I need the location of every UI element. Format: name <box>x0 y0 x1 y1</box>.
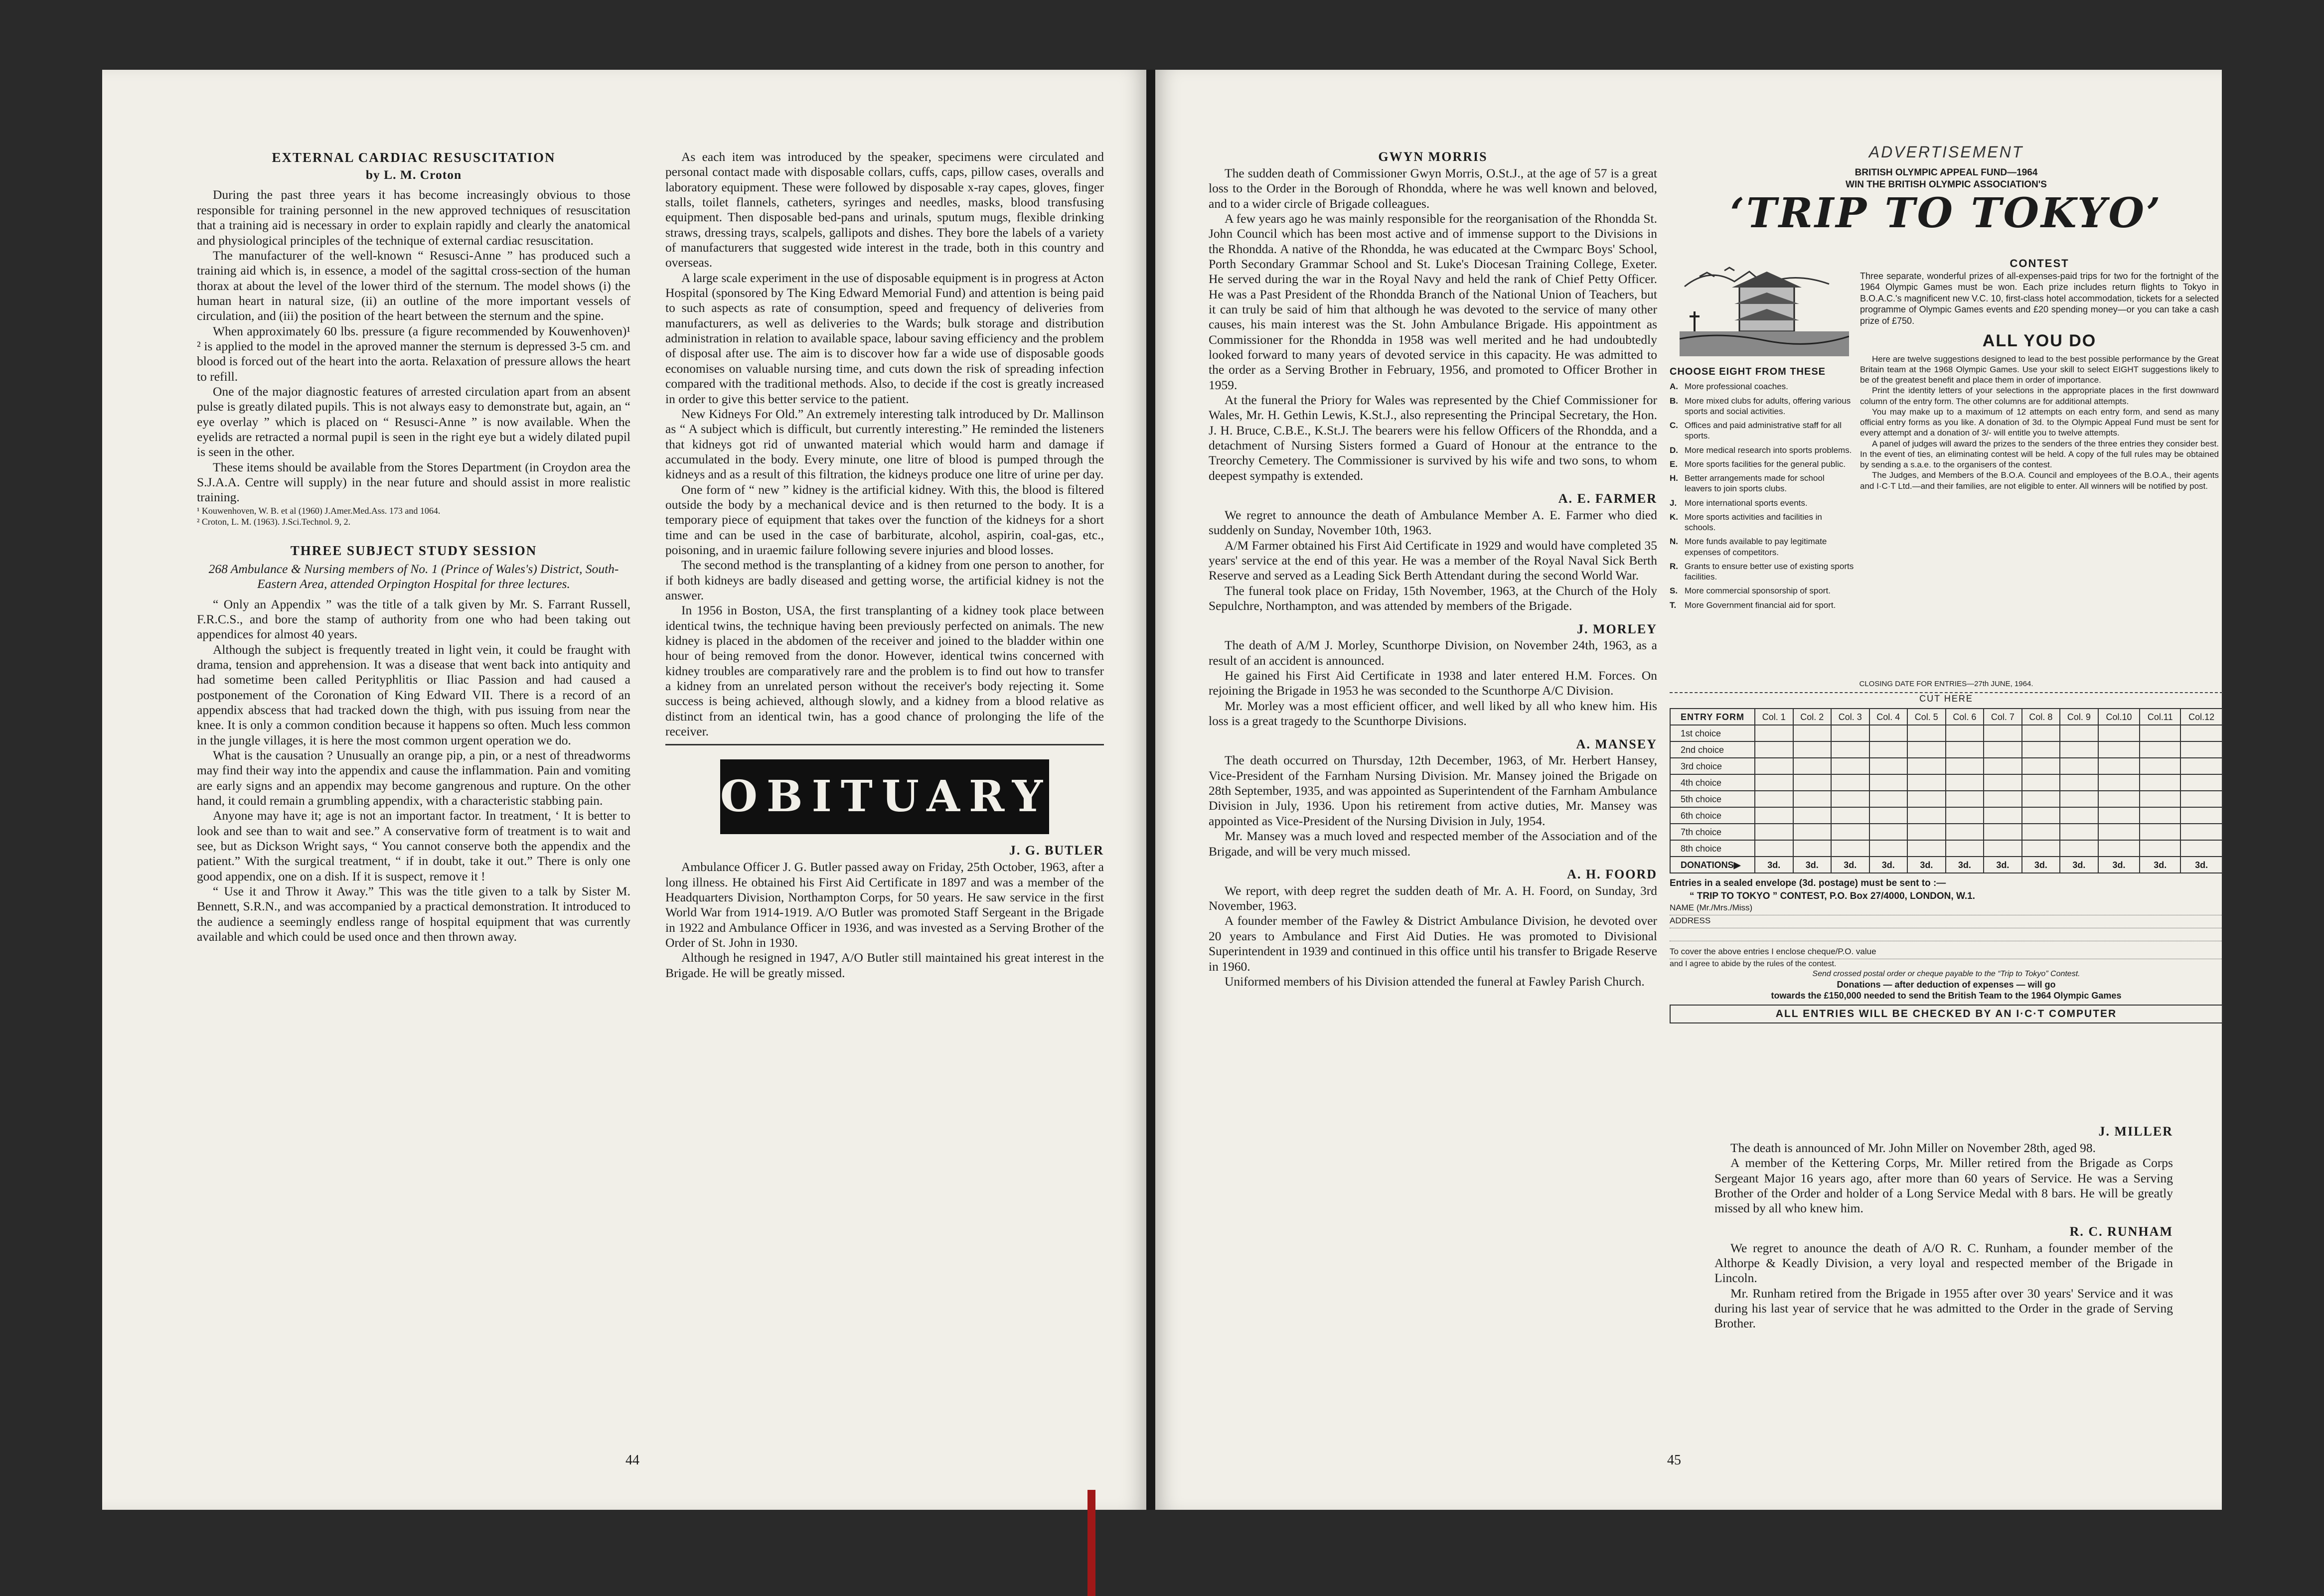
entry-column-header: Col. 2 <box>1793 709 1832 725</box>
suggestion-item <box>1670 445 1854 455</box>
left-column-1 <box>197 149 630 944</box>
obituary-name: J. MILLER <box>2098 1124 2173 1139</box>
entry-cell[interactable] <box>2022 824 2060 840</box>
entry-cell[interactable] <box>2140 758 2180 774</box>
entry-cell[interactable] <box>2060 807 2098 824</box>
suggestion-text: More medical research into sports problems. <box>1685 445 1852 455</box>
right-column-2 <box>1714 1116 2173 1331</box>
entry-cell[interactable] <box>1907 758 1946 774</box>
entry-cell[interactable] <box>1946 741 1984 758</box>
paragraph: A few years ago he was mainly responsible for the reorganisation of the Rhondda St. John Council which has been most active and of immense support to the Divisions in the Rhondda. A native of the Rhondda, he was educated at the Cwmparc Boys' School, Porth Secondary Grammar School and St. Luke's Diocesan Training College, Exeter. He served during the war in the Royal Navy and held the rank of Chief Petty Officer. He was a Past President of the Rhondda Branch of the National Union of Teachers, but it can truly be said of him that although he was devoted to the service of many other causes, his main interest was the St. John Ambulance Brigade. His appointment as Commissioner for the Rhondda in 1958 was well merited and he had undoubtedly looked forward to many years of devoted service in this capacity. He was admitted to the order as a Serving Brother in February, 1956, and promoted to Officer Brother in 1959. <box>1209 211 1657 392</box>
choice-label: 8th choice <box>1670 840 1755 857</box>
suggestion-text: More sports activities and facilities in schools. <box>1685 512 1822 532</box>
entry-cell[interactable] <box>1793 725 1832 741</box>
paragraph: Ambulance Officer J. G. Butler passed away on Friday, 25th October, 1963, after a long illness. He obtained his First Aid Certificate in 1897 and was a member of the Headquarters Division, Northampton Corps, for 50 years. He saw service in the first World War from 1914-1919. A/O Butler was promoted Staff Sergeant in the Brigade in 1922 and Ambulance Officer in 1936, and was invested as a Serving Brother of the Order of St. John in 1930. <box>665 860 1104 950</box>
entry-cell[interactable] <box>2022 725 2060 741</box>
entry-cell[interactable] <box>2060 840 2098 857</box>
rules-paragraph: You may make up to a maximum of 12 attempts on each entry form, and send as many official entry forms as you like. A donation of 3d. to the Olympic Appeal Fund must be sent for every attempt and a donation of 3/- will entitle you to twelve attempts. <box>1860 407 2219 438</box>
entry-column-header: Col. 7 <box>1984 709 2022 725</box>
donation-cell: 3d. <box>2098 857 2140 873</box>
fund-line-2: WIN THE BRITISH OLYMPIC ASSOCIATION'S <box>1846 179 2047 190</box>
paragraph: The sudden death of Commissioner Gwyn Morris, O.St.J., at the age of 57 is a great loss to the Order in the Borough of Rhondda, where he was well known and beloved, and to a wider circle of Brigade colleagues. <box>1209 165 1657 211</box>
obituary-name: GWYN MORRIS <box>1378 149 1488 164</box>
entry-column-header: Col. 1 <box>1755 709 1793 725</box>
entry-cell[interactable] <box>2098 807 2140 824</box>
entry-column-header: Col. 9 <box>2060 709 2098 725</box>
paragraph: The second method is the transplanting of a kidney from one person to another, for if both kidneys are badly diseased and getting worse, the artificial kidney is not the answer. <box>665 558 1104 602</box>
obituary-name: J. MORLEY <box>1577 621 1657 636</box>
suggestion-letter: N. <box>1670 537 1678 547</box>
suggestion-letter: R. <box>1670 561 1678 571</box>
butler-name: J. G. BUTLER <box>1009 843 1104 858</box>
choice-label: 3rd choice <box>1670 758 1755 774</box>
rules-paragraph: The Judges, and Members of the B.O.A. Council and employees of the B.O.A., their agents and I·C·T Ltd.—and their families, are not eligible to enter. All winners will be notified by post. <box>1860 470 2219 491</box>
ecr-footnotes <box>197 505 630 528</box>
choice-label: 7th choice <box>1670 824 1755 840</box>
suggestion-letter: T. <box>1670 600 1677 610</box>
entry-cell[interactable] <box>1946 807 1984 824</box>
entry-cell[interactable] <box>2140 791 2180 807</box>
suggestion-letter: C. <box>1670 421 1678 430</box>
page-number-right: 45 <box>1667 1452 1681 1468</box>
entry-cell[interactable] <box>1831 741 1869 758</box>
fund-line-1: BRITISH OLYMPIC APPEAL FUND—1964 <box>1855 167 2038 178</box>
paragraph: “ Use it and Throw it Away.” This was the title given to a talk by Sister M. Bennett, S.R.N., and was accompanied by a practical demonstration. It introduced to the audience a seemingly endless range of hospital equipment that was currently available and which could be used once and then thrown away. <box>197 884 630 944</box>
entry-cell[interactable] <box>1831 807 1869 824</box>
paragraph: A large scale experiment in the use of disposable equipment is in progress at Acton Hospital (sponsored by The King Edward Memorial Fund) and attention is being paid to such aspects as rate of consumption, speed and frequency of deliveries from manufacturers, as well as deliveries to the Wards; bulk storage and distribution administration in relation to available space, labour saving efficiency and the problem of disposal after use. The aim is to discover how far a wide use of disposable goods economises on valuable nursing time, and cuts down the risk of spreading infection compared with the traditional methods. Also, to decide if the cost is greatly increased in order to give this better service to the patient. <box>665 270 1104 406</box>
cheque-value-field[interactable]: To cover the above entries I enclose cheque/P.O. value <box>1670 946 2223 959</box>
donation-cell: 3d. <box>1755 857 1793 873</box>
entry-cell[interactable] <box>2098 840 2140 857</box>
entry-column-header: Col. 4 <box>1869 709 1908 725</box>
entries-address: “ TRIP TO TOKYO ” CONTEST, P.O. Box 27/4000, LONDON, W.1. <box>1690 891 1975 901</box>
obituary-name: A. H. FOORD <box>1567 867 1657 881</box>
right-column-1 <box>1209 149 1657 989</box>
all-you-do-title: ALL YOU DO <box>1982 331 2097 350</box>
entry-cell[interactable] <box>1831 840 1869 857</box>
entry-cell[interactable] <box>2180 741 2222 758</box>
paragraph: The death of A/M J. Morley, Scunthorpe Division, on November 24th, 1963, as a result of an accident is announced. <box>1209 638 1657 668</box>
suggestion-letter: H. <box>1670 473 1678 483</box>
donation-cell: 3d. <box>1793 857 1832 873</box>
suggestion-text: More mixed clubs for adults, offering various sports and social activities. <box>1685 396 1851 416</box>
butler-body <box>665 860 1104 981</box>
suggestion-list <box>1670 381 1854 610</box>
suggestion-text: More Government financial aid for sport. <box>1685 600 1836 610</box>
entry-cell[interactable] <box>1755 725 1793 741</box>
paragraph: The death occurred on Thursday, 12th December, 1963, of Mr. Herbert Hansey, Vice-President of the Farnham Nursing Division. Mr. Mansey joined the Brigade on 28th September, 1935, and was appointed as Superintendent of the Farnham Ambulance Division in July, 1936. Upon his retirement from active duties, Mr. Mansey was appointed as Vice-President of the Nursing Division in July, 1954. <box>1209 753 1657 828</box>
entry-cell[interactable] <box>1831 758 1869 774</box>
suggestion-item <box>1670 512 1854 533</box>
suggestion-letter: E. <box>1670 459 1678 469</box>
donation-cell: 3d. <box>1907 857 1946 873</box>
rules-paragraph: Print the identity letters of your selections in the appropriate places in the first downward column of the entry form. The other columns are for additional attempts. <box>1860 386 2219 406</box>
entry-cell[interactable] <box>2140 725 2180 741</box>
donations-label: DONATIONS▶ <box>1670 857 1755 873</box>
computer-note: ALL ENTRIES WILL BE CHECKED BY AN I·C·T COMPUTER <box>1670 1005 2223 1023</box>
entry-cell[interactable] <box>2140 807 2180 824</box>
entry-cell[interactable] <box>1755 774 1793 791</box>
suggestion-text: More funds available to pay legitimate expenses of competitors. <box>1685 537 1827 557</box>
suggestion-item <box>1670 536 1854 558</box>
ecr-byline: by L. M. Croton <box>365 167 462 182</box>
entry-cell[interactable] <box>1907 741 1946 758</box>
three-subject-intro: 268 Ambulance & Nursing members of No. 1 (Prince of Wales's) District, South-Eastern Area, attended Orpington Hospital for three lectures. <box>208 561 619 591</box>
suggestion-text: Offices and paid administrative staff for all sports. <box>1685 421 1842 441</box>
left-column-2 <box>665 149 1104 981</box>
advertisement <box>1670 142 2223 1019</box>
suggestion-item <box>1670 498 1854 508</box>
entry-cell[interactable] <box>2060 824 2098 840</box>
entry-cell[interactable] <box>2098 824 2140 840</box>
entry-column-header: Col.12 <box>2180 709 2222 725</box>
donations-note-1: Donations — after deduction of expenses — will go <box>1837 979 2056 990</box>
entry-cell[interactable] <box>1831 774 1869 791</box>
footnote: ¹ Kouwenhoven, W. B. et al (1960) J.Amer.Med.Ass. 173 and 1064. <box>197 505 441 516</box>
entry-cell[interactable] <box>1907 807 1946 824</box>
entry-cell[interactable] <box>1946 824 1984 840</box>
entry-cell[interactable] <box>1984 840 2022 857</box>
paragraph: At the funeral the Priory for Wales was represented by the Chief Commissioner for Wales, Mr. H. Gethin Lewis, K.St.J., also representing the Principal Secretary, the Hon. J. H. Bruce, C.B.E., K.St.J. The bearers were his fellow Officers of the Rhondda, and a detachment of Nursing Sisters formed a Guard of Honour at the entrance to the Treorchy Cemetery. The Commissioner is survived by his wife and two sons, to whom deepest sympathy is extended. <box>1209 393 1657 483</box>
paragraph: One of the major diagnostic features of arrested circulation apart from an absent pulse is greatly dilated pupils. This is not always easy to demonstrate but, again, an “ eye overlay ” which is placed on “ Resusci-Anne ” is now available. When the eyelids are retracted a normal pupil is seen in the right eye but a widely dilated pupil is seen in the other. <box>197 384 630 459</box>
entry-cell[interactable] <box>2022 840 2060 857</box>
entry-column-header: Col. 3 <box>1831 709 1869 725</box>
entry-column-header: Col.11 <box>2140 709 2180 725</box>
contest-label: CONTEST <box>2010 257 2069 270</box>
paragraph: In 1956 in Boston, USA, the first transplanting of a kidney took place between identical twins, the technique having been previously perfected on animals. The new kidney is placed in the abdomen of the receiver and joined to the bladder within one hour of being removed from the donor. However, identical twins concerned with kidney troubles are comparatively rare and the problem is to find out how to transfer a kidney from an unrelated person without the receiver's body rejecting it. Some success is being achieved, although slowly, and a kidney from a blood relative as distinct from an identical twin, has a good chance of prolonging the life of the receiver. <box>665 603 1104 739</box>
paragraph: Although he resigned in 1947, A/O Butler still maintained his great interest in the Brigade. He will be greatly missed. <box>665 950 1104 980</box>
paragraph: Anyone may have it; age is not an important factor. In treatment, ‘ It is better to look and see than to wait and see.” A conservative form of treatment is to wait and see, but as Dickson Wright says, “ You cannot conserve both the appendix and the patient.” With the surgical treatment, “ if in doubt, take it out.” There is only one good appendix, one on a dish. If it is suspect, remove it ! <box>197 808 630 883</box>
paragraph: New Kidneys For Old.” An extremely interesting talk introduced by Dr. Mallinson as “ A subject which is difficult, but currently interesting.” He reminded the listeners that kidneys got rid of unwanted material which would harm and damage if accumulated in the body. Every minute, one litre of blood is pumped through the kidneys and as a result of this filtration, the kidneys produce one litre of urine per day. <box>665 406 1104 482</box>
entry-cell[interactable] <box>1946 774 1984 791</box>
closing-date: CLOSING DATE FOR ENTRIES—27th JUNE, 1964. <box>1859 680 2033 688</box>
crossed-order-text: Send crossed postal order or cheque payable to the “Trip to Tokyo” Contest. <box>1812 969 2080 978</box>
choice-label: 6th choice <box>1670 807 1755 824</box>
paragraph: “ Only an Appendix ” was the title of a talk given by Mr. S. Farrant Russell, F.R.C.S., and bore the stamp of authority from one who had been taking out appendices for almost 40 years. <box>197 596 630 642</box>
ad-label: ADVERTISEMENT <box>1868 143 2024 161</box>
entry-cell[interactable] <box>1984 791 2022 807</box>
entry-cell[interactable] <box>1793 791 1832 807</box>
choice-label: 4th choice <box>1670 774 1755 791</box>
rules-paragraph: A panel of judges will award the prizes to the senders of the three entries they consider best. In the event of ties, an eliminating contest will be held. A copy of the full rules may be obtained by sending a s.a.e. to the organisers of the contest. <box>1860 438 2219 469</box>
entry-cell[interactable] <box>1984 758 2022 774</box>
paragraph: He gained his First Aid Certificate in 1938 and later entered H.M. Forces. On rejoining the Brigade in 1953 he was seconded to the Scunthorpe A/C Division. <box>1209 668 1657 698</box>
paragraph: A member of the Kettering Corps, Mr. Miller retired from the Brigade as Corps Sergeant Major 16 years ago, after more than 60 years of Service. He was a Serving Brother of the Order and holder of a Long Service Medal with 8 bars. He will be greatly missed by all who knew him. <box>1714 1156 2173 1216</box>
entry-cell[interactable] <box>1907 725 1946 741</box>
donations-note-2: towards the £150,000 needed to send the British Team to the 1964 Olympic Games <box>1771 991 2122 1001</box>
donation-cell: 3d. <box>1946 857 1984 873</box>
entry-cell[interactable] <box>1869 741 1908 758</box>
entry-cell[interactable] <box>2022 791 2060 807</box>
entry-cell[interactable] <box>1831 725 1869 741</box>
cut-here: CUT HERE <box>1670 692 2223 705</box>
abide-text: and I agree to abide by the rules of the contest. <box>1670 959 1837 968</box>
ecr-title: EXTERNAL CARDIAC RESUSCITATION <box>272 150 556 165</box>
ad-left-column <box>1670 257 1854 614</box>
entry-cell[interactable] <box>2060 725 2098 741</box>
entry-cell[interactable] <box>1755 824 1793 840</box>
donation-cell: 3d. <box>2140 857 2180 873</box>
entry-column-header: Col. 6 <box>1946 709 1984 725</box>
entry-cell[interactable] <box>1984 741 2022 758</box>
entry-cell[interactable] <box>1869 774 1908 791</box>
entry-cell[interactable] <box>1907 840 1946 857</box>
paragraph: We report, with deep regret the sudden death of Mr. A. H. Foord, on Sunday, 3rd November, 1963. <box>1209 883 1657 913</box>
suggestion-text: More sports facilities for the general public. <box>1685 459 1846 469</box>
entry-cell[interactable] <box>1869 725 1908 741</box>
entry-cell[interactable] <box>1793 758 1832 774</box>
entry-cell[interactable] <box>2140 840 2180 857</box>
entry-cell[interactable] <box>2180 758 2222 774</box>
obituary-name: A. MANSEY <box>1576 736 1657 751</box>
entry-cell[interactable] <box>1946 791 1984 807</box>
suggestion-letter: B. <box>1670 396 1678 406</box>
suggestion-text: Better arrangements made for school leavers to join sports clubs. <box>1685 473 1825 494</box>
paragraph: As each item was introduced by the speaker, specimens were circulated and personal contact made with disposable collars, cuffs, caps, pillow cases, overalls and laboratory equipment. These were followed by disposable x-ray capes, gloves, finger stalls, toilet flannels, catheters, syringes and needles, masks, blood transfusing equipment. Then disposable bed-pans and urinals, sputum mugs, flexible drinking straws, dressing trays, scalpels, gallipots and dishes. They bore the labels of a variety of manufacturers that suggested wide interest in the trade, both in this country and overseas. <box>665 149 1104 270</box>
entry-cell[interactable] <box>2060 741 2098 758</box>
donation-cell: 3d. <box>1869 857 1908 873</box>
obituary-name: R. C. RUNHAM <box>2069 1224 2173 1239</box>
entry-cell[interactable] <box>2022 741 2060 758</box>
entry-cell[interactable] <box>1793 774 1832 791</box>
paragraph: We regret to anounce the death of A/O R. C. Runham, a founder member of the Althorpe & Keadly Division, a very loyal and respected member of the Brigade in Lincoln. <box>1714 1240 2173 1286</box>
entry-cell[interactable] <box>2098 758 2140 774</box>
paragraph: The funeral took place on Friday, 15th November, 1963, at the Church of the Holy Sepulchre, Northampton, and was attended by members of the Brigade. <box>1209 583 1657 613</box>
entry-cell[interactable] <box>2060 758 2098 774</box>
entry-cell[interactable] <box>1869 807 1908 824</box>
suggestion-item <box>1670 585 1854 596</box>
entry-cell[interactable] <box>1793 807 1832 824</box>
contest-text: Three separate, wonderful prizes of all-expenses-paid trips for two for the fortnight of the 1964 Olympic Games must be won. Each prize includes return flights to Tokyo in B.O.A.C.'s magnificent new V.C. 10, first-class hotel accommodation, tickets for a selected programme of Olympic Games events and £20 spending money—or you can take a cash prize of £750. <box>1860 271 2219 326</box>
entry-cell[interactable] <box>2140 741 2180 758</box>
suggestion-text: More commercial sponsorship of sport. <box>1685 586 1831 596</box>
entry-cell[interactable] <box>2140 824 2180 840</box>
entry-cell[interactable] <box>1755 840 1793 857</box>
paragraph: During the past three years it has become increasingly obvious to those responsible for training personnel in the new approved techniques of resuscitation that a training aid is necessary in order to explain rapidly and clearly the anatomical and physiological principles of the technique of external cardiac resuscitation. <box>197 187 630 248</box>
bookmark-ribbon <box>1087 1490 1095 1596</box>
entry-cell[interactable] <box>1907 824 1946 840</box>
address-field[interactable]: ADDRESS <box>1670 915 2223 928</box>
entry-cell[interactable] <box>2022 807 2060 824</box>
paragraph: Although the subject is frequently treated in light vein, it could be fraught with drama, tension and apprehension. It was a disease that went back into antiquity and had sometime been called Perityphlitis or Iliac Passion and had caused a postponement of the Coronation of King Edward VII. There is a record of an appendix abscess that had tracked down the thigh, with pus issuing from near the knee. It is only a common condition because it happens so often. Much less common in the jungle villages, it is here the most common urgent operation we do. <box>197 642 630 747</box>
suggestion-text: Grants to ensure better use of existing sports facilities. <box>1685 561 1854 581</box>
donation-cell: 3d. <box>1984 857 2022 873</box>
suggestion-item <box>1670 420 1854 441</box>
entry-cell[interactable] <box>2098 791 2140 807</box>
suggestion-item <box>1670 561 1854 582</box>
donation-cell: 3d. <box>2022 857 2060 873</box>
suggestion-item <box>1670 381 1854 392</box>
entry-cell[interactable] <box>1984 824 2022 840</box>
three-subject-body-2 <box>665 149 1104 739</box>
ad-right-column <box>1860 257 2219 491</box>
three-subject-title: THREE SUBJECT STUDY SESSION <box>290 543 537 558</box>
paragraph: The manufacturer of the well-known “ Resusci-Anne ” has produced such a training aid which is, in essence, a model of the sagittal cross-section of the human thorax at about the level of the lower third of the sternum. The model shows (i) the human heart in natural size, (ii) an outline of the more important vessels of circulation, and (iii) the position of the heart between the sternum and the spine. <box>197 248 630 323</box>
entry-cell[interactable] <box>1793 824 1832 840</box>
ecr-body <box>197 187 630 505</box>
entry-cell[interactable] <box>2060 774 2098 791</box>
suggestion-letter: D. <box>1670 445 1678 455</box>
paragraph: What is the causation ? Unusually an orange pip, a pin, or a nest of threadworms may find their way into the appendix and cause the inflammation. Pain and vomiting are early signs and an appendix may become gangrenous and rupture. On the other hand, it could remain a grumbling appendix, with a characteristic stabbing pain. <box>197 747 630 808</box>
donation-cell: 3d. <box>2180 857 2222 873</box>
obituary-name: A. E. FARMER <box>1558 491 1657 506</box>
all-you-do-text <box>1860 354 2219 491</box>
entry-column-header: Col. 8 <box>2022 709 2060 725</box>
entries-line-1: Entries in a sealed envelope (3d. postage) must be sent to :— <box>1670 878 1946 889</box>
paragraph: A/M Farmer obtained his First Aid Certificate in 1929 and would have completed 35 years' service at the end of this year. He was a member of the Royal Naval Sick Berth Reserve and served as a Leading Sick Berth Attendant during the second World War. <box>1209 538 1657 583</box>
rules-paragraph: Here are twelve suggestions designed to lead to the best possible performance by the Great Britain team at the 1968 Olympic Games. Use your skill to select EIGHT suggestions likely to be of the greatest benefit and place them in order of importance. <box>1860 354 2219 385</box>
address-field-line-2 <box>1670 928 2223 941</box>
paragraph: A founder member of the Fawley & District Ambulance Division, he devoted over 20 years to Ambulance and First Aid Duties. He was promoted to Divisional Superintendent in 1939 and continued in this office until his transfer to Brigade Reserve in 1960. <box>1209 913 1657 974</box>
paragraph: One form of “ new ” kidney is the artificial kidney. With this, the blood is filtered outside the body by a mechanical device and is then returned to the body. It is a temporary piece of equipment that takes over the function of the kidneys for a short time and can be used in the case of barbiturate, alcohol, aspirin, coal-gas, etc., poisoning, and in uraemic failure following severe injuries and blood losses. <box>665 482 1104 557</box>
entry-cell[interactable] <box>2060 791 2098 807</box>
entry-cell[interactable] <box>1793 741 1832 758</box>
entry-cell[interactable] <box>2022 774 2060 791</box>
choice-label: 5th choice <box>1670 791 1755 807</box>
paragraph: We regret to announce the death of Ambulance Member A. E. Farmer who died suddenly on Sunday, November 10th, 1963. <box>1209 508 1657 538</box>
entry-cell[interactable] <box>2098 725 2140 741</box>
paragraph: Mr. Runham retired from the Brigade in 1955 after over 30 years' Service and it was during his last year of service that he was admitted to the Order in the grade of Serving Brother. <box>1714 1286 2173 1331</box>
entry-cell[interactable] <box>1869 758 1908 774</box>
divider <box>665 744 1104 745</box>
choice-label: 2nd choice <box>1670 741 1755 758</box>
donation-cell: 3d. <box>2060 857 2098 873</box>
page-number-left: 44 <box>625 1452 639 1468</box>
suggestion-letter: S. <box>1670 586 1678 596</box>
suggestion-letter: A. <box>1670 382 1678 392</box>
entry-cell[interactable] <box>2022 758 2060 774</box>
entry-cell[interactable] <box>2180 725 2222 741</box>
choice-label: 1st choice <box>1670 725 1755 741</box>
donation-cell: 3d. <box>1831 857 1869 873</box>
trip-to-tokyo-title: ‘TRIP TO TOKYO’ <box>1730 189 2163 237</box>
entry-form-section <box>1670 678 2223 1023</box>
entry-cell[interactable] <box>1869 824 1908 840</box>
suggestion-item <box>1670 396 1854 417</box>
entry-cell[interactable] <box>2180 807 2222 824</box>
page-gutter <box>1146 70 1155 1510</box>
paragraph: When approximately 60 lbs. pressure (a figure recommended by Kouwenhoven)¹ ² is applied to the model in the aproved manner the sternum is depressed 3-5 cm. and blood is forced out of the heart into the aorta. Relaxation of pressure allows the heart to refill. <box>197 323 630 384</box>
suggestion-text: More professional coaches. <box>1685 382 1788 392</box>
entry-cell[interactable] <box>2180 774 2222 791</box>
entry-cell[interactable] <box>1755 758 1793 774</box>
entry-cell[interactable] <box>1946 840 1984 857</box>
entry-cell[interactable] <box>1984 725 2022 741</box>
paragraph: Mr. Mansey was a much loved and respected member of the Association and of the Brigade, and will be very much missed. <box>1209 829 1657 859</box>
suggestion-item <box>1670 600 1854 610</box>
entry-column-header: Col.10 <box>2098 709 2140 725</box>
entry-cell[interactable] <box>1946 758 1984 774</box>
entry-cell[interactable] <box>1831 791 1869 807</box>
entry-cell[interactable] <box>2180 791 2222 807</box>
entry-form-table <box>1670 708 2223 873</box>
entry-column-header: Col. 5 <box>1907 709 1946 725</box>
suggestion-item <box>1670 459 1854 469</box>
suggestion-letter: J. <box>1670 498 1677 508</box>
name-field[interactable]: NAME (Mr./Mrs./Miss) <box>1670 902 2223 915</box>
entry-cell[interactable] <box>1946 725 1984 741</box>
paragraph: The death is announced of Mr. John Miller on November 28th, aged 98. <box>1730 1140 2096 1155</box>
entry-form-label: ENTRY FORM <box>1670 709 1755 725</box>
entry-cell[interactable] <box>1907 774 1946 791</box>
obituary-banner: OBITUARY <box>720 759 1049 834</box>
entry-cell[interactable] <box>2098 774 2140 791</box>
entry-cell[interactable] <box>1869 791 1908 807</box>
suggestion-item <box>1670 473 1854 494</box>
paragraph: Mr. Morley was a most efficient officer, and well liked by all who knew him. His loss is a great tragedy to the Scunthorpe Divisions. <box>1209 698 1657 728</box>
suggestion-text: More international sports events. <box>1685 498 1808 508</box>
entry-cell[interactable] <box>1831 824 1869 840</box>
entry-cell[interactable] <box>1984 774 2022 791</box>
suggestion-letter: K. <box>1670 512 1678 522</box>
entry-cell[interactable] <box>2098 741 2140 758</box>
entry-cell[interactable] <box>2180 824 2222 840</box>
entry-cell[interactable] <box>1793 840 1832 857</box>
entry-cell[interactable] <box>1984 807 2022 824</box>
choose-eight-title: CHOOSE EIGHT FROM THESE <box>1670 366 1826 378</box>
entry-cell[interactable] <box>2180 840 2222 857</box>
footnote: ² Croton, L. M. (1963). J.Sci.Technol. 9, 2. <box>197 517 351 527</box>
entry-cell[interactable] <box>1755 741 1793 758</box>
entry-cell[interactable] <box>2140 774 2180 791</box>
paragraph: These items should be available from the Stores Department (in Croydon area the S.J.A.A. Centre will supply) in the near future and should assist in more realistic training. <box>197 459 630 505</box>
entry-cell[interactable] <box>1755 807 1793 824</box>
entry-cell[interactable] <box>1755 791 1793 807</box>
entry-cell[interactable] <box>1869 840 1908 857</box>
three-subject-body-1 <box>197 597 630 945</box>
entry-cell[interactable] <box>1907 791 1946 807</box>
pagoda-illustration <box>1680 257 1849 356</box>
paragraph: Uniformed members of his Division attended the funeral at Fawley Parish Church. <box>1225 974 1645 989</box>
